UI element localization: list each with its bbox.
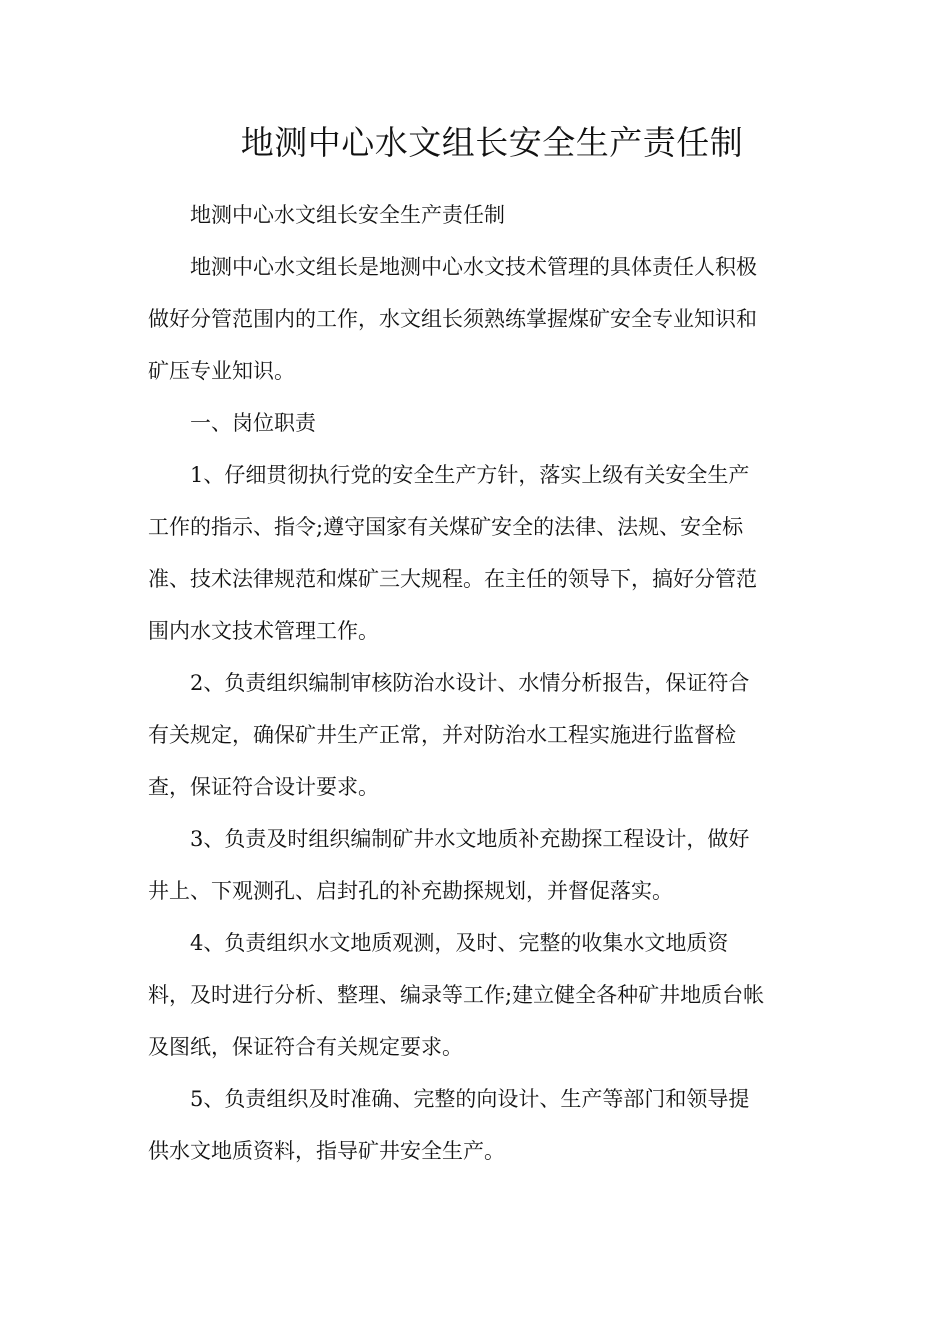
duty-item-2: 2、负责组织编制审核防治水设计、水情分析报告，保证符合 有关规定，确保矿井生产正常，并对防治水工程实施进行监督检 查，保证符合设计要求。 — [148, 671, 750, 799]
duty-item-4: 4、负责组织水文地质观测，及时、完整的收集水文地质资 料，及时进行分析、整理、编录等工作;建立健全各种矿井地质台帐 及图纸，保证符合有关规定要求。 — [148, 931, 765, 1059]
paragraph-intro: 地测中心水文组长是地测中心水文技术管理的具体责任人积极 做好分管范围内的工作，水文组长须熟练掌握煤矿安全专业知识和 矿压专业知识。 — [148, 255, 757, 383]
document-body — [148, 189, 802, 1177]
duty-item-1: 1、仔细贯彻执行党的安全生产方针，落实上级有关安全生产 工作的指示、指令;遵守国家有关煤矿安全的法律、法规、安全标 准、技术法律规范和煤矿三大规程。在主任的领导下，搞好分管范 围内水文技术管理工作。 — [148, 463, 757, 643]
duty-item-3: 3、负责及时组织编制矿井水文地质补充勘探工程设计，做好 井上、下观测孔、启封孔的补充勘探规划，并督促落实。 — [148, 827, 750, 903]
document-title: 地测中心水文组长安全生产责任制 — [240, 123, 744, 162]
paragraph-subtitle: 地测中心水文组长安全生产责任制 — [148, 203, 505, 227]
section-heading-duties: 一、岗位职责 — [148, 411, 316, 435]
duty-item-5: 5、负责组织及时准确、完整的向设计、生产等部门和领导提 供水文地质资料，指导矿井安全生产。 — [148, 1087, 750, 1163]
